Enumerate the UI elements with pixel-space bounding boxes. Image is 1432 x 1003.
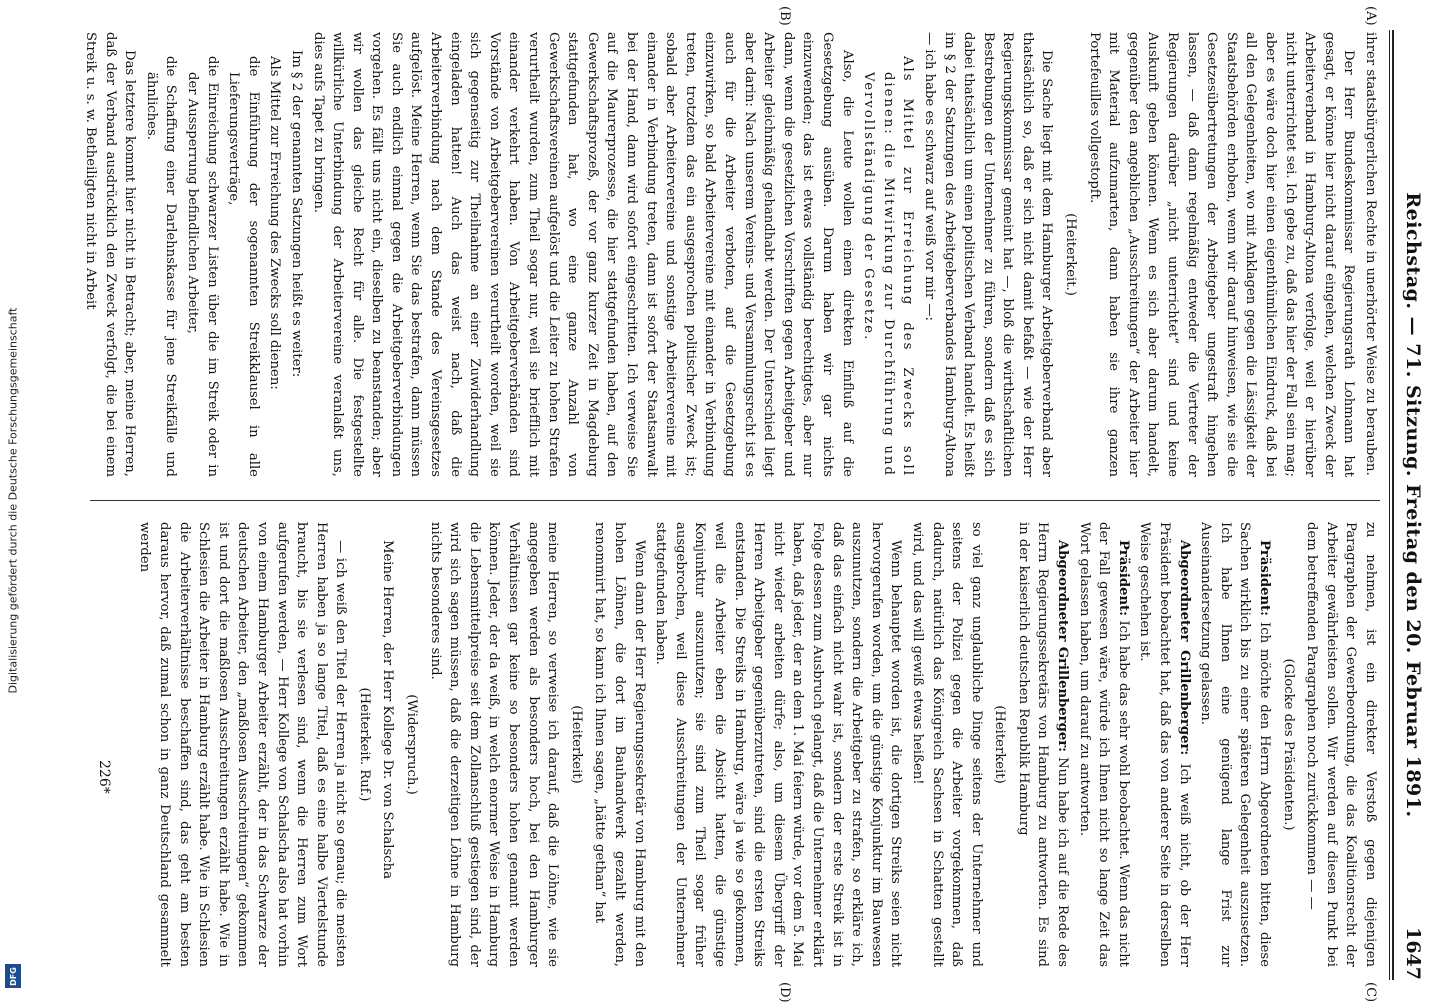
paragraph: Wenn dann der Herr Regierungssekretär von Hamburg mit den hohen Löhnen, die dort im Bauhandwerk gezahlt werden, renommirt hat, so kann ich Ihnen sagen, „hätte gethan“ hat xyxy=(592,522,647,967)
page-title: Reichstag. — 71. Sitzung. Freitag den 20. Februar 1891. xyxy=(1402,192,1424,818)
page-header xyxy=(1398,30,1424,980)
margin-mark-d: (D) xyxy=(777,982,792,1003)
interjection: (Glocke des Präsidenten.) xyxy=(1280,658,1296,831)
speech xyxy=(1196,522,1274,967)
list-item: die Schaffung einer Darlehnskasse für jene Streikfälle und ähnliches. xyxy=(143,56,179,477)
rotated-page xyxy=(55,0,1432,1003)
speech-text: Nun habe ich auf die Rede des Herrn Regierungssekretärs von Hamburg zu antworten. Es sind in der kaiserlich deutschen Republik Hamburg xyxy=(1015,522,1071,967)
paragraph: Die Sache liegt mit dem Hamburger Arbeitgeberverband aber thatsächlich so, daß er sich nicht damit befaßt — wie der Herr Regierungskommissar gemeint hat —, bloß die wirthschaftlichen Bestrebungen der Unternehmer zu führen, sondern daß es sich dabei thatsächlich um einen politischen Verband handelt. Es heißt im § 2 der Satzungen des Arbeitgeberverbandes Hamburg-Altona — ich habe es schwarz auf weiß vor mir —: xyxy=(921,32,1055,477)
speech-text: Ich möchte den Herrn Abgeordneten bitten, diese Sachen wirklich bis zu einer späteren Gelegenheit auszusetzen. Ich habe Ihnen eine genügend lange Frist zur Auseinandersetzung gelassen. xyxy=(1198,522,1273,967)
interjection: (Heiterkeit) xyxy=(992,705,1008,784)
paragraph: — ich weiß den Titel der Herren ja nicht so genau; die meisten Herren haben ja so lange Titel, daß es eine halbe Viertelstunde braucht, bis sie verlesen sind, wenn die Herren zum Wort aufgerufen werden, — Herr Kollege von Schalscha also hat vorhin von einem Hamburger Arbeiter erzählt, der in das Schwarze der deutschen Arbeiter, den „maßlosen Ausschreitungen“ gekommen ist und dort die maßlosen Ausschreitungen erzählt habe. Wie in Schlesien die Arbeiter in Hamburg erzählt habe. Wie in Schlesien die Arbeiterverhältnisse beschaffen sind, das geht am besten daraus hervor, daß zumal schon in ganz Deutschland gesammelt werden xyxy=(137,522,349,967)
speech-text: Ich weiß nicht, ob der Herr Präsident beobachtet hat, daß das von anderer Seite in derselben Weise geschehen ist. xyxy=(1137,522,1192,967)
paragraph: Meine Herren, der Herr Kollege Dr. von Schalscha xyxy=(380,540,396,879)
speech xyxy=(1135,522,1194,967)
speech-text: Ich habe das sehr wohl beobachtet. Wenn das nicht der Fall gewesen wäre, würde ich Ihnen nicht so lange Zeit das Wort gelassen haben, um darauf zu antworten. xyxy=(1076,522,1131,967)
dfg-logo-icon xyxy=(5,964,21,988)
quote: Als Mittel zur Erreichung des Zwecks soll dienen: die Mitwirkung zur Durchführung und Vervollständigung der Gesetze. xyxy=(861,56,916,477)
sheet-signature: 226* xyxy=(96,760,112,794)
page-content xyxy=(55,0,1432,1003)
paragraph: ihrer staatsbürgerlichen Rechte in unerhörter Weise zu berauben. xyxy=(1363,32,1378,476)
interjection: (Widerspruch.) xyxy=(404,694,420,795)
margin-mark-a: (A) xyxy=(1363,6,1378,26)
list-item: die Einreichung schwarzer Listen über die im Streik oder in der Aussperrung befindlichen Arbeiter, xyxy=(184,56,220,477)
paragraph: meine Herren, so verweise ich darauf, daß die Löhne, wie sie angegeben werden als besonders hoch, bei den Hamburger Verhältnissen gar keine so besonders hohen genannt werden können. Jeder, der da weiß, in welch enormer Weise in Hamburg die Lebensmittelpreise seit dem Zollanschluß gestiegen sind, der wird sich sagen müssen, daß die derzeitigen Löhne in Hamburg nichts besonderes sind. xyxy=(427,522,561,967)
paragraph: Also, die Leute wollen einen direkten Einfluß auf die Gesetzgebung ausüben. Darum haben wir gar nichts einzuwenden; das ist etwas vollständig berechtigtes, aber nur dann, wenn die gesetzlichen Vorschriften gegen Arbeitgeber und Arbeiter gleichmäßig gehandhabt werden. Der Unterschied liegt aber darin: Nach unserem Vereins- und Versammlungsrecht ist es auch für die Arbeiter verboten, auf die Gesetzgebung einzuwirken, so bald Arbeitervereine mit einander in Verbindung treten, trotzdem das ein ausgesprochen politischer Zweck ist; sobald aber Arbeitervereine und sonstige Arbeitervereine mit einander in Verbindung treten, dann ist sofort der Staatsanwalt bei der Hand, dann wird sofort eingeschritten. Ich verweise Sie auf die Maurerprozesse, die hier stattgefunden haben, auf den Gewerkschaftsprozeß, der vor ganz kurzer Zeit in Magdeburg stattgefunden hat, wo eine ganze Anzahl von Gewerkschaftsvereinen aufgelöst und die Leiter zu hohen Strafen verurtheilt wurden, zum Theil sogar nur, weil sie briefflich mit einander verkehrt haben. Von Arbeitgeberverbänden sind Vorstände von Arbeitgebervereinen verurtheilt worden, weil sie sich gegenseitig zur Theilnahme an einer Zuwiderhandlung eingeladen hatten! Auch das weist nach, daß die Arbeiterverbindung nach dem Stande des Vereinsgesetzes aufgelöst. Meine Herren, wenn Sie das bestrafen, dann müssen Sie auch endlich einmal gegen die Arbeitgeberverbindungen vorgehen. Es fällt uns nicht ein, dieselben zu beanstanden; aber wir wollen das gleiche Recht für alle. Die festgestellte willkürliche Unterbindung der Arbeitervereine veranlaßt uns, dies aufs Tapet zu bringen. xyxy=(310,32,855,477)
speaker-name: Abgeordneter Grillenberger: xyxy=(1176,540,1192,756)
interjection: (Heiterkeit. Ruf.) xyxy=(356,687,372,802)
list-item: die Einführung der sogenannten Streikklausel in alle Lieferungsverträge, xyxy=(226,56,261,477)
digitization-credit xyxy=(0,0,26,1000)
dfg-logo-text: DFG xyxy=(8,966,18,986)
page-number: 1647 xyxy=(1402,927,1424,980)
right-column xyxy=(80,522,1380,967)
speech xyxy=(1074,522,1133,967)
speaker-name: Präsident: xyxy=(1257,540,1273,617)
paragraph: Das letztere kommt hier nicht in Betracht; aber, meine Herren, daß der Verband ausdrücklich den Zweck verfolgt, die bei einem Streik u. s. w. Betheiligten nicht in Arbeit xyxy=(83,32,138,477)
margin-mark-b: (B) xyxy=(777,6,792,26)
header-rule xyxy=(1392,30,1394,980)
speech xyxy=(1013,522,1072,967)
paragraph: zu nehmen, ist ein direkter Verstoß gegen diejenigen Paragraphen der Gewerbeordnung, die das Koalitionsrecht der Arbeiter gewährleisten sollen. Wir werden auf diesen Punkt bei dem betreffenden Paragraphen noch zurückkommen — — xyxy=(1304,522,1378,967)
quote: Als Mittel zur Erreichung des Zwecks soll dienen: xyxy=(267,56,283,390)
paragraph: Der Herr Bundeskommissar Regierungsrath Lohmann hat gesagt, er könne hier nicht darauf eingehen, welchen Zweck der Arbeiterverband in Hamburg-Altona verfolge, weil er hierüber nicht unterrichtet sei. Ich gebe zu, daß das hier der Fall sein mag; aber es wäre doch hier einen eigenthümlichen Eindruck, daß bei all den Gelegenheiten, wo mit Anklagen gegen die Lässigkeit der Staatsbehörden erhoben, wenn wir darauf hinweisen, wie sie die Gesetzesübertretungen der Arbeitgeber ungestraft hingehen lassen, — daß dann regelmäßig entweder die Vertreter der Regierungen darüber „nicht unterrichtet“ sind und keine Auskunft geben können. Wenn es sich aber darum handelt, gegenüber den angeblichen „Ausschreitungen“ der Arbeiter hier mit Material aufzumarten, dann haben sie ihre ganzen Portefeuilles vollgestopft. xyxy=(1086,32,1357,477)
paragraph: Wenn behauptet worden ist, die dortigen Streiks seien nicht hervorgerufen worden, um die günstige Konjunktur im Bauwesen auszunutzen, sondern die Arbeitgeber zu strafen, so erkläre ich, daß das einfach nicht wahr ist, sondern der erste Streik ist in Folge dessen zum Ausbruch gelangt, daß die Unternehmer erklärt haben, daß jeder, der an dem 1. Mai feiern würde, vor dem 5. Mai nicht wieder arbeiten dürfe; also, um diesem Übergriff der Herren Arbeitgeber gegenüberzutreten, sind die ersten Streiks entstanden. Die Streiks in Hamburg, wäre ja wie so gekommen, weil die Arbeiter eben die Absicht hatten, die günstige Konjunktur auszunutzen; sie sind zum Theil sogar früher ausgebrochen, weil diese Ausschreitungen der Unternehmer stattgefunden haben. xyxy=(653,522,904,967)
interjection: (Heiterkeit.) xyxy=(1063,213,1079,296)
digitization-credit-text: Digitalisierung gefördert durch die Deutsche Forschungsgemeinschaft xyxy=(6,307,20,693)
interjection: (Heiterkeit) xyxy=(568,705,584,784)
header-rule-thin xyxy=(1389,30,1390,980)
speaker-name: Präsident: xyxy=(1115,540,1131,617)
column-divider xyxy=(90,500,1380,501)
paragraph: so viel ganz unglaubliche Dinge seitens der Unternehmer und seitens der Polizei gegen die Arbeiter vorgekommen, daß dadurch, natürlich das Königreich Sachsen in Schatten gestellt wird, und das will gewiß etwas heißen! xyxy=(909,522,984,967)
paragraph: Im § 2 der genannten Satzungen heißt es weiter: xyxy=(288,50,304,378)
speaker-name: Abgeordneter Grillenberger: xyxy=(1055,540,1071,753)
left-column xyxy=(80,32,1380,477)
margin-mark-c: (C) xyxy=(1363,982,1378,1003)
